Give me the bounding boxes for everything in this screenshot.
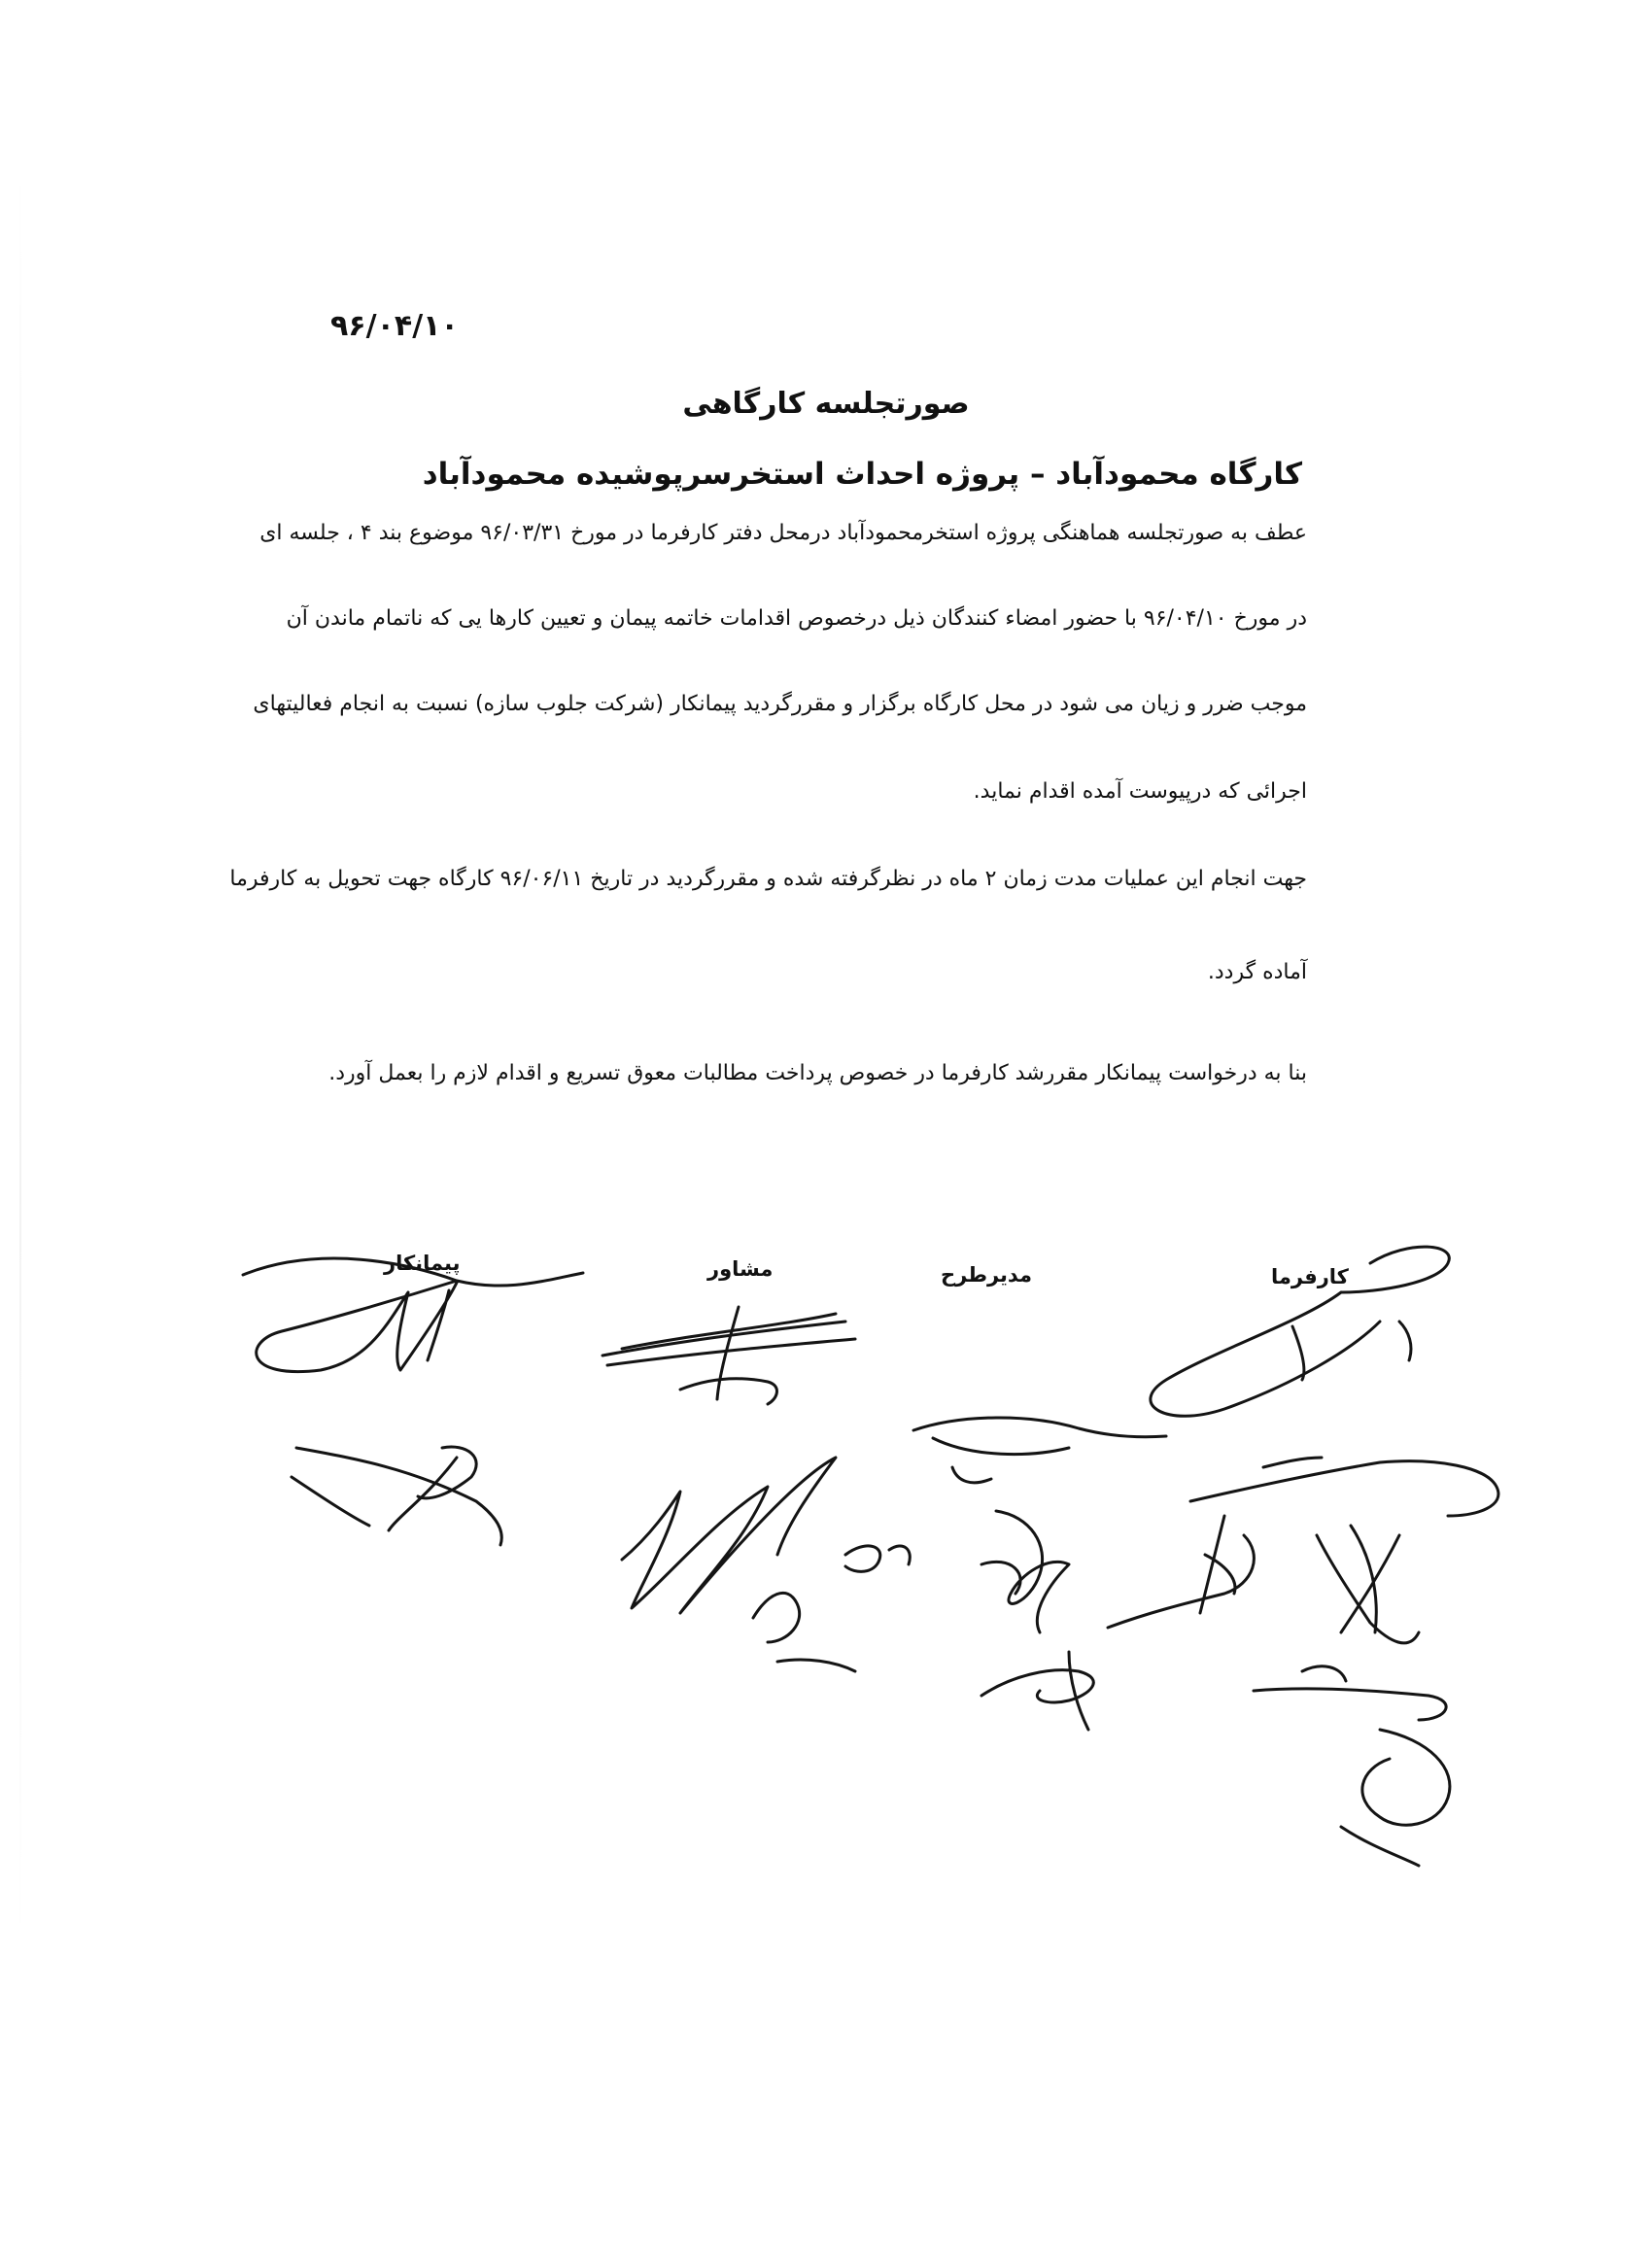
paragraph-line-4: اجرائی که درپیوست آمده اقدام نماید. — [973, 779, 1307, 804]
paragraph-line-3: موجب ضرر و زیان می شود در محل کارگاه برگزار و مقررگردید پیمانکار (شرکت جلوب سازه) نسبت به انجام فعالیتهای — [253, 692, 1307, 716]
paragraph-line-1: عطف به صورتجلسه هماهنگی پروژه استخرمحمودآباد درمحل دفتر کارفرما در مورخ ۹۶/۰۳/۳۱ موضوع بند ۴ ، جلسه ای — [259, 521, 1307, 545]
signature-right-center — [1108, 1516, 1254, 1628]
signature-right-stack-1 — [1190, 1458, 1498, 1516]
paragraph-line-2: در مورخ ۹۶/۰۴/۱۰ با حضور امضاء کنندگان ذیل درخصوص اقدامات خاتمه پیمان و تعیین کارها یی که ناتمام ماندن آن — [286, 606, 1307, 631]
signature-employer — [1151, 1247, 1449, 1416]
document-title: صورتجلسه کارگاهی — [682, 387, 970, 421]
signature-label-contractor: پیمانکار — [384, 1252, 461, 1275]
signature-lower-left-small — [753, 1593, 855, 1671]
paragraph-line-6: آماده گردد. — [1207, 960, 1307, 984]
signature-consultant — [602, 1307, 855, 1404]
signature-project-manager — [913, 1418, 1166, 1483]
signature-tangled-center — [981, 1511, 1069, 1632]
signature-center-zigzag — [622, 1458, 836, 1613]
document-date: ۹۶/۰۴/۱۰ — [330, 309, 459, 343]
signature-lower-left — [292, 1447, 501, 1545]
paragraph-line-5: جهت انجام این عملیات مدت زمان ۲ ماه در نظرگرفته شده و مقررگردید در تاریخ ۹۶/۰۶/۱۱ کارگاه جهت تحویل به کارفرما — [229, 867, 1307, 891]
signature-right-stack-3 — [1254, 1666, 1446, 1720]
signature-label-project-manager: مدیرطرح — [941, 1263, 1033, 1287]
signature-label-consultant: مشاور — [707, 1257, 774, 1281]
signature-label-employer: کارفرما — [1271, 1265, 1349, 1288]
signature-right-stack-2 — [1317, 1526, 1419, 1643]
signature-small-center — [845, 1546, 910, 1571]
signature-right-stack-4 — [1341, 1730, 1450, 1866]
signature-contractor — [243, 1258, 583, 1372]
document-subtitle: کارگاه محمودآباد – پروژه احداث استخرسرپوشیده محمودآباد — [422, 457, 1302, 492]
paragraph-line-7: بنا به درخواست پیمانکار مقررشد کارفرما در خصوص پرداخت مطالبات معوق تسریع و اقدام لازم را بعمل آورد. — [328, 1061, 1307, 1085]
signature-bottom-center — [981, 1652, 1093, 1730]
